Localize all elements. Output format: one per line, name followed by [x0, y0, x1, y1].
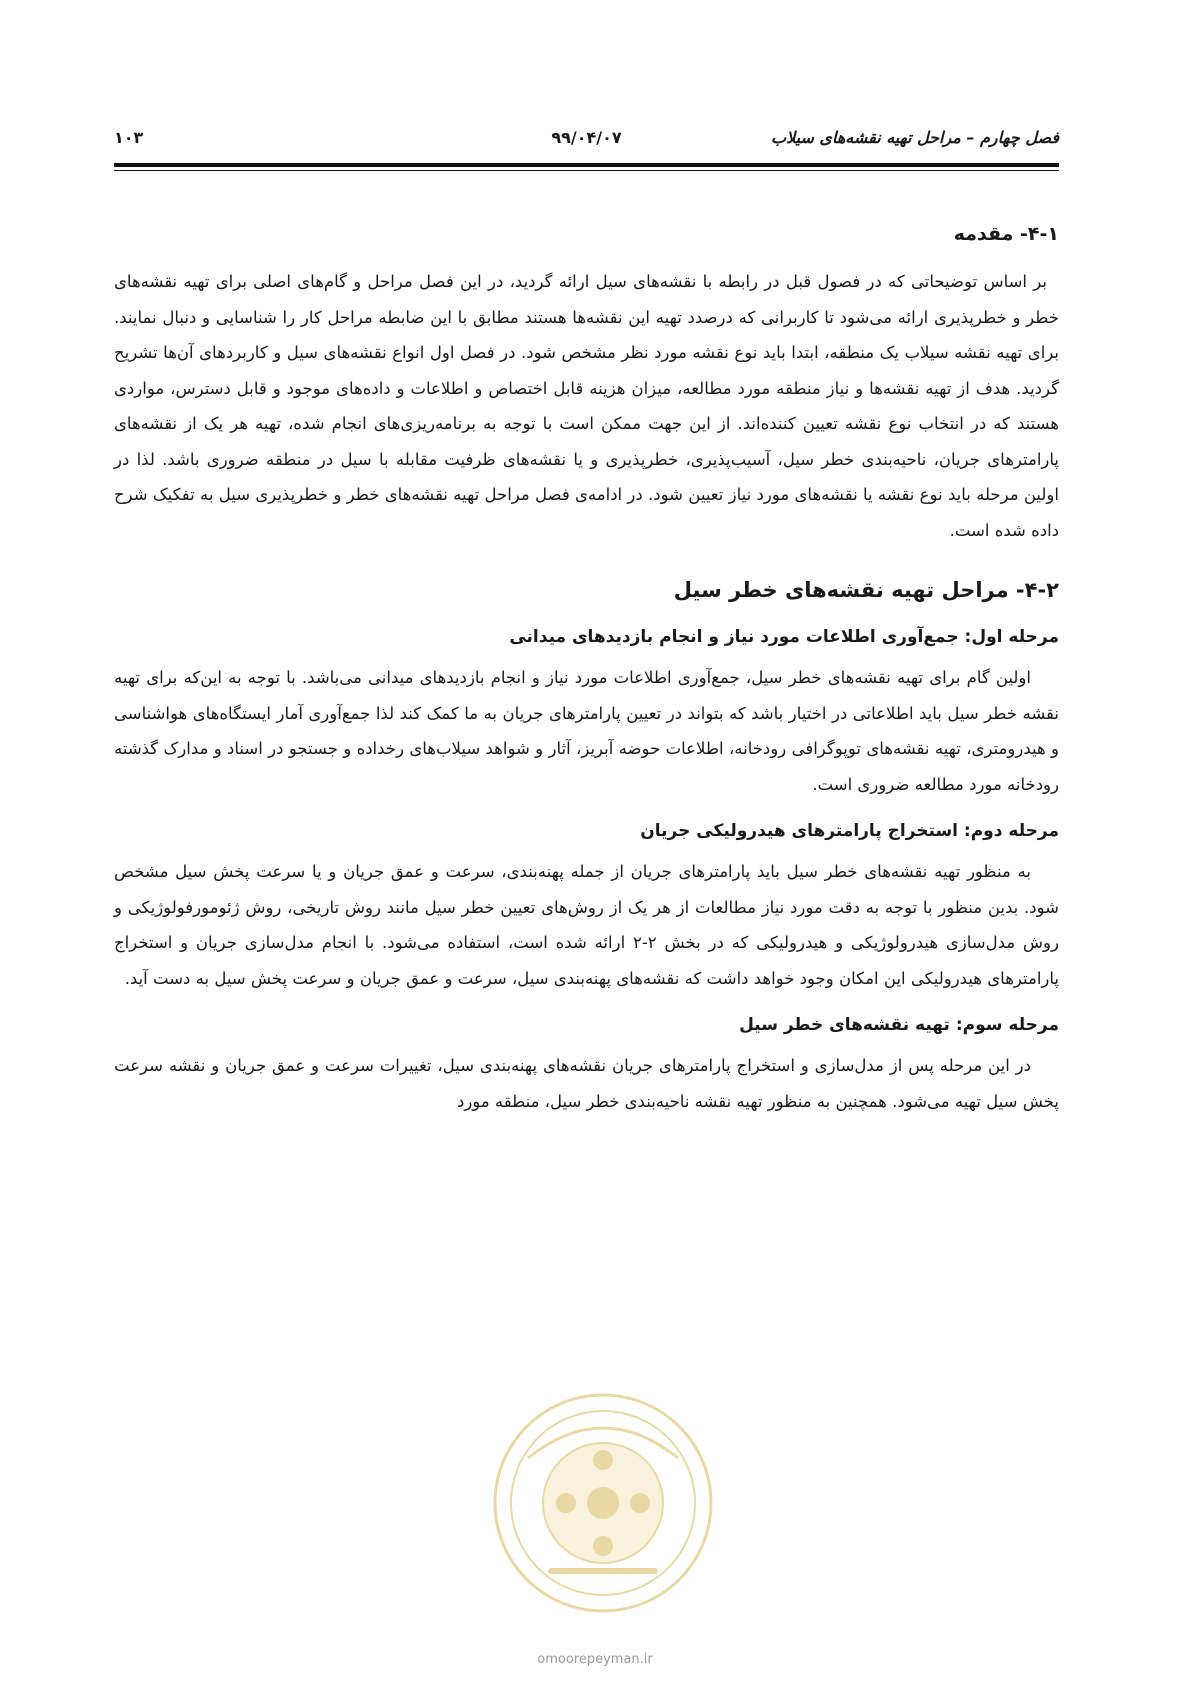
step-1-title: مرحله اول: جمع‌آوری اطلاعات مورد نیاز و انجام بازدیدهای میدانی — [509, 627, 1059, 647]
step-2-title: مرحله دوم: استخراج پارامترهای هیدرولیکی جریان — [640, 821, 1059, 841]
step-1-paragraph: اولین گام برای تهیه نقشه‌های خطر سیل، جمع‌آوری اطلاعات مورد نیاز و انجام بازدیدهای میدانی می‌باشد. با توجه به این‌که برای تهیه نقشه خطر سیل باید اطلاعاتی در اختیار باشد که بتواند در تعیین پارامترهای جریان به ما کمک کند لذا جمع‌آوری آمار ایستگاه‌های هواشناسی و هیدرومتری، تهیه نقشه‌های توپوگرافی رودخانه، اطلاعات حوضه آبریز، آثار و شواهد سیلاب‌های رخداده و جستجو در اسناد و مدارک گذشته رودخانه مورد مطالعه ضروری است. — [114, 668, 1059, 794]
page-content — [114, 218, 1059, 1119]
header-rule-thin — [114, 170, 1059, 171]
page-number: ۱۰۳ — [114, 128, 144, 147]
step-3-title: مرحله سوم: تهیه نقشه‌های خطر سیل — [739, 1015, 1059, 1035]
step-3-paragraph: در این مرحله پس از مدل‌سازی و استخراج پارامترهای جریان نقشه‌های پهنه‌بندی سیل، تغییرات سرعت و عمق جریان و نقشه سرعت پخش سیل تهیه می‌شود. همچنین به منظور تهیه نقشه ناحیه‌بندی خطر سیل، منطقه مورد — [114, 1056, 1059, 1111]
header-rule-thick — [114, 163, 1059, 167]
section-title-flood-hazard-steps: ۴-۲- مراحل تهیه نقشه‌های خطر سیل — [673, 578, 1059, 602]
header-date: ۹۹/۰۴/۰۷ — [551, 128, 622, 147]
introduction-paragraph: بر اساس توضیحاتی که در فصول قبل در رابطه با نقشه‌های سیل ارائه گردید، در این فصل مراحل و گام‌های اصلی برای تهیه نقشه‌های خطر و خطرپذیری ارائه می‌شود تا کاربرانی که درصدد تهیه این نقشه‌ها هستند مطابق با این ضابطه مراحل کار را شناسایی و دنبال نمایند. برای تهیه نقشه سیلاب یک منطقه، ابتدا باید نوع نقشه مورد نظر مشخص شود. در فصل اول انواع نقشه‌های سیل و کاربردهای آن‌ها تشریح گردید. هدف از تهیه نقشه‌ها و نیاز منطقه مورد مطالعه، میزان هزینه قابل اختصاص و اطلاعات و داده‌های موجود و قابل دسترس، مواردی هستند که در انتخاب نوع نقشه تعیین کننده‌اند. از این جهت ممکن است با توجه به برنامه‌ریزی‌های انجام شده، تهیه هر یک از نقشه‌های پارامترهای جریان، ناحیه‌بندی خطر سیل، آسیب‌پذیری، خطرپذیری و یا نقشه‌های ظرفیت مقابله با سیل در منطقه ضروری باشد. لذا در اولین مرحله باید نوع نقشه یا نقشه‌های مورد نیاز تعیین شود. در ادامه‌ی فصل مراحل تهیه نقشه‌های خطر و خطرپذیری سیل به تفکیک شرح داده شده است. — [114, 272, 1059, 540]
section-title-introduction: ۴-۱- مقدمه — [953, 223, 1059, 245]
page-header — [114, 128, 1059, 150]
watermark-url: omoorepeyman.ir — [537, 1652, 653, 1667]
chapter-title: فصل چهارم – مراحل تهیه نقشه‌های سیلاب — [771, 128, 1059, 147]
watermark-seal-icon — [488, 1388, 718, 1618]
step-2-paragraph: به منظور تهیه نقشه‌های خطر سیل باید پارامترهای جریان از جمله پهنه‌بندی، سرعت و عمق جریان و یا سرعت پخش سیل مشخص شود. بدین منظور با توجه به دقت مورد نیاز مطالعات از هر یک از روش‌های تعیین خطر سیل مانند روش تاریخی، روش ژئومورفولوژیکی و روش مدل‌سازی هیدرولوژیکی و هیدرولیکی که در بخش ۲-۲ ارائه شده است، استفاده می‌شود. با انجام مدل‌سازی جریان و استخراج پارامترهای هیدرولیکی این امکان وجود خواهد داشت که نقشه‌های پهنه‌بندی سیل، سرعت و عمق جریان و سرعت پخش سیل به دست آید. — [114, 862, 1059, 988]
